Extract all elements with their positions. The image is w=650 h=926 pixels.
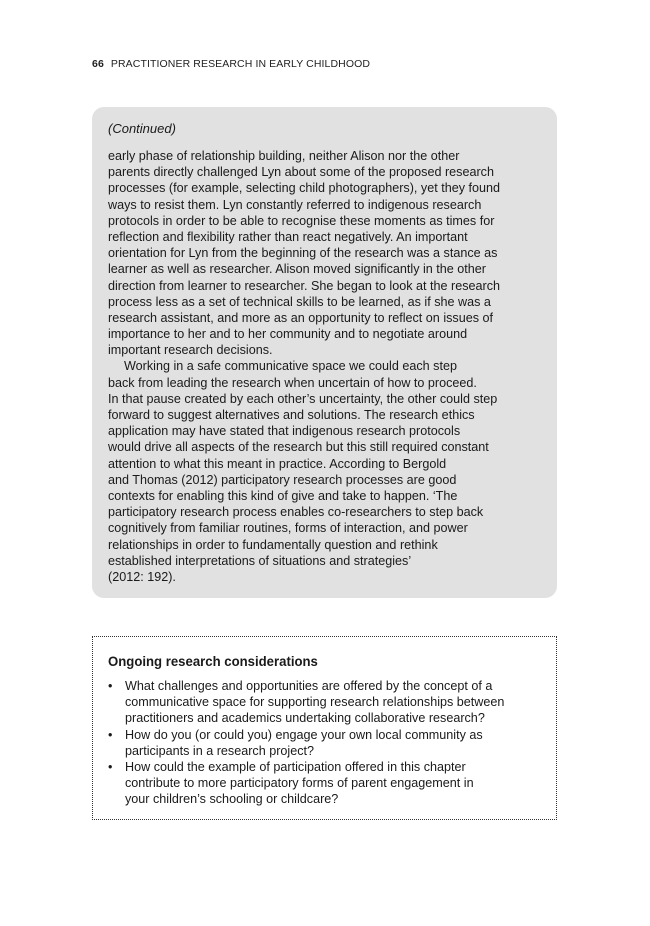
text-line: application may have stated that indigenous research protocols — [108, 424, 461, 439]
text-line: reflection and flexibility rather than react negatively. An important — [108, 229, 468, 244]
text-line: and Thomas (2012) participatory research processes are good — [108, 472, 457, 487]
text-line: attention to what this meant in practice. According to Bergold — [108, 456, 447, 471]
bullet-icon: • — [108, 727, 113, 742]
continued-label: (Continued) — [108, 121, 176, 136]
case-study-box — [92, 107, 557, 598]
list-item — [108, 759, 542, 808]
bullet-icon: • — [108, 759, 113, 774]
list-item-line: How do you (or could you) engage your own local community as — [125, 727, 483, 742]
text-line: processes (for example, selecting child photographers), yet they found — [108, 181, 501, 196]
list-item-line: What challenges and opportunities are offered by the concept of a — [125, 679, 493, 693]
text-line: relationships in order to fundamentally question and rethink — [108, 537, 438, 552]
text-line: would drive all aspects of the research but this still required constant — [108, 440, 489, 455]
list-item-line: communicative space for supporting research relationships between — [125, 695, 505, 710]
list-item-line: participants in a research project? — [125, 743, 315, 758]
text-line: cognitively from familiar routines, forms of interaction, and power — [108, 521, 468, 536]
list-item-line: practitioners and academics undertaking collaborative research? — [125, 711, 485, 726]
text-line: learner as well as researcher. Alison moved significantly in the other — [108, 262, 487, 277]
list-item — [108, 727, 542, 759]
text-line: research assistant, and more as an opportunity to reflect on issues of — [108, 310, 494, 325]
text-line: orientation for Lyn from the beginning of the research was a stance as — [108, 246, 498, 261]
text-line: participatory research process enables co-researchers to step back — [108, 505, 484, 520]
text-line: parents directly challenged Lyn about some of the proposed research — [108, 165, 494, 180]
list-item — [108, 678, 542, 727]
list-item-line: How could the example of participation offered in this chapter — [125, 759, 466, 774]
research-considerations-box — [92, 636, 557, 820]
text-line: (2012: 192). — [108, 569, 176, 584]
text-line: In that pause created by each other’s uncertainty, the other could step — [108, 391, 498, 406]
list-item-line: your children’s schooling or childcare? — [125, 792, 339, 807]
text-line: ways to resist them. Lyn constantly referred to indigenous research — [108, 197, 482, 212]
case-study-text — [108, 148, 557, 585]
text-line: importance to her and to her community and to negotiate around — [108, 327, 468, 342]
bullet-icon: • — [108, 679, 113, 693]
text-line: important research decisions. — [108, 343, 273, 358]
text-line: Working in a safe communicative space we could each step — [124, 359, 457, 374]
text-line: process less as a set of technical skills to be learned, as if she was a — [108, 294, 491, 309]
considerations-list — [108, 678, 542, 808]
running-title: PRACTITIONER RESEARCH IN EARLY CHILDHOOD — [110, 58, 371, 70]
text-line: back from leading the research when uncertain of how to proceed. — [108, 375, 477, 390]
page-number: 66 — [92, 58, 104, 70]
text-line: early phase of relationship building, neither Alison nor the other — [108, 149, 460, 163]
text-line: protocols in order to be able to recognise these moments as times for — [108, 213, 495, 228]
list-item-line: contribute to more participatory forms of parent engagement in — [125, 776, 474, 791]
considerations-heading: Ongoing research considerations — [108, 653, 318, 669]
text-line: forward to suggest alternatives and solutions. The research ethics — [108, 408, 475, 422]
text-line: direction from learner to researcher. She began to look at the research — [108, 278, 501, 293]
text-line: contexts for enabling this kind of give and take to happen. ‘The — [108, 488, 458, 503]
running-head — [92, 58, 370, 70]
text-line: established interpretations of situations and strategies’ — [108, 553, 412, 568]
